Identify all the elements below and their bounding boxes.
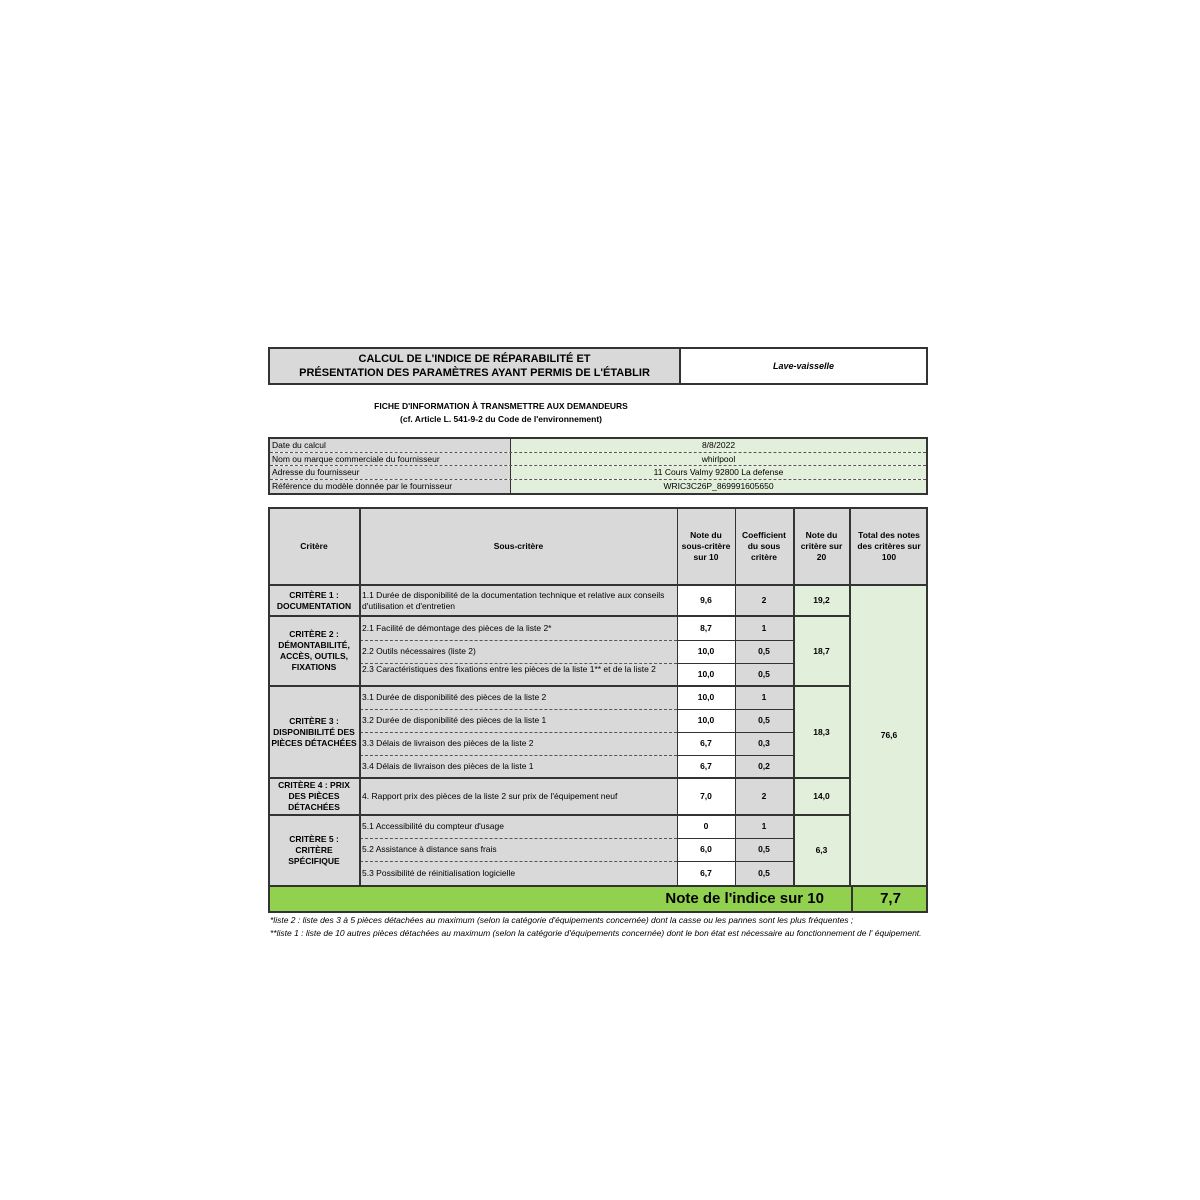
header-coefficient: Coefficient du sous critère: [735, 507, 793, 585]
sub-note: 8,7: [677, 616, 735, 640]
header-note-critere: Note du critère sur 20: [793, 507, 850, 585]
sub-coef: 0,2: [735, 755, 793, 778]
sub-coef: 0,5: [735, 861, 793, 885]
title-line-2: PRÉSENTATION DES PARAMÈTRES AYANT PERMIS DE L'ÉTABLIR: [299, 367, 650, 379]
criterion-2-score: 18,7: [793, 616, 850, 686]
score-grid: [268, 507, 928, 915]
index-score-label: Note de l'indice sur 10: [665, 890, 824, 907]
index-score-bar: [268, 885, 928, 913]
sheet-subtitle: [268, 400, 734, 426]
sub-coef: 0,5: [735, 709, 793, 732]
header-sous-critere: Sous-critère: [360, 507, 677, 585]
sub-coef: 1: [735, 616, 793, 640]
index-score-value: 7,7: [851, 887, 928, 911]
sub-coef: 0,3: [735, 732, 793, 755]
info-value: 8/8/2022: [511, 439, 926, 452]
info-row: [270, 466, 926, 480]
criterion-5-name: CRITÈRE 5 : CRITÈRE SPÉCIFIQUE: [268, 815, 360, 885]
criterion-5-score: 6,3: [793, 815, 850, 885]
sub-criterion-5-2: 5.2 Assistance à distance sans frais: [360, 838, 677, 861]
criterion-4-name: CRITÈRE 4 : PRIX DES PIÈCES DÉTACHÉES: [268, 778, 360, 815]
sub-note: 10,0: [677, 709, 735, 732]
header-critere: Critère: [268, 507, 360, 585]
supplier-info-table: [268, 437, 928, 495]
total-score-100: 76,6: [850, 585, 928, 885]
info-value: whirlpool: [511, 453, 926, 466]
sub-note: 9,6: [677, 585, 735, 616]
sub-coef: 0,5: [735, 640, 793, 663]
sub-criterion-3-2: 3.2 Durée de disponibilité des pièces de la liste 1: [360, 709, 677, 732]
info-value: 11 Cours Valmy 92800 La defense: [511, 466, 926, 479]
sub-note: 10,0: [677, 640, 735, 663]
sub-criterion-3-1: 3.1 Durée de disponibilité des pièces de la liste 2: [360, 686, 677, 709]
sub-note: 10,0: [677, 686, 735, 709]
sub-criterion-5-1: 5.1 Accessibilité du compteur d'usage: [360, 815, 677, 838]
sub-criterion-2-2: 2.2 Outils nécessaires (liste 2): [360, 640, 677, 663]
sub-coef: 1: [735, 686, 793, 709]
sub-note: 6,7: [677, 861, 735, 885]
info-label: Référence du modèle donnée par le fournisseur: [270, 480, 511, 494]
sub-criterion-4: 4. Rapport prix des pièces de la liste 2 sur prix de l'équipement neuf: [360, 778, 677, 815]
footnote-2: **liste 1 : liste de 10 autres pièces détachées au maximum (selon la catégorie d'équipements concernée) dont le bon état est nécessaire au fonctionnement de l' équipement.: [270, 927, 922, 938]
sub-note: 10,0: [677, 663, 735, 686]
sub-criterion-2-3: 2.3 Caractéristiques des fixations entre les pièces de la liste 1** et de la liste 2: [360, 663, 677, 686]
criterion-2-name: CRITÈRE 2 : DÉMONTABILITÉ, ACCÈS, OUTILS, FIXATIONS: [268, 616, 360, 686]
criterion-1-score: 19,2: [793, 585, 850, 616]
sub-coef: 2: [735, 585, 793, 616]
criterion-1-name: CRITÈRE 1 : DOCUMENTATION: [268, 585, 360, 616]
header-total: Total des notes des critères sur 100: [850, 507, 928, 585]
subtitle-line-2: (cf. Article L. 541-9-2 du Code de l'environnement): [400, 414, 602, 424]
sub-criterion-3-4: 3.4 Délais de livraison des pièces de la liste 1: [360, 755, 677, 778]
subtitle-line-1: FICHE D'INFORMATION À TRANSMETTRE AUX DEMANDEURS: [374, 401, 628, 411]
document-title: [270, 349, 681, 383]
sub-criterion-3-3: 3.3 Délais de livraison des pièces de la liste 2: [360, 732, 677, 755]
info-label: Adresse du fournisseur: [270, 466, 511, 479]
info-row: [270, 453, 926, 467]
sub-note: 6,7: [677, 755, 735, 778]
sub-criterion-2-1: 2.1 Facilité de démontage des pièces de la liste 2*: [360, 616, 677, 640]
footnotes: [270, 914, 926, 939]
info-label: Date du calcul: [270, 439, 511, 452]
info-value: WRIC3C26P_869991605650: [511, 480, 926, 494]
criterion-3-name: CRITÈRE 3 : DISPONIBILITÉ DES PIÈCES DÉTACHÉES: [268, 686, 360, 778]
sub-coef: 0,5: [735, 663, 793, 686]
document-header: [268, 347, 928, 385]
criterion-3-score: 18,3: [793, 686, 850, 778]
sub-coef: 1: [735, 815, 793, 838]
title-line-1: CALCUL DE L'INDICE DE RÉPARABILITÉ ET: [358, 353, 591, 365]
footnote-1: *liste 2 : liste des 3 à 5 pièces détachées au maximum (selon la catégorie d'équipements concernée) dont la casse ou les pannes sont les plus fréquentes ;: [270, 915, 854, 925]
sub-note: 6,0: [677, 838, 735, 861]
sub-criterion-5-3: 5.3 Possibilité de réinitialisation logicielle: [360, 861, 677, 885]
criterion-4-score: 14,0: [793, 778, 850, 815]
sub-coef: 0,5: [735, 838, 793, 861]
sub-criterion-1-1: 1.1 Durée de disponibilité de la documentation technique et relative aux conseils d'utilisation et d'entretien: [360, 585, 677, 616]
info-row: [270, 439, 926, 453]
sub-coef: 2: [735, 778, 793, 815]
sub-note: 6,7: [677, 732, 735, 755]
header-note-sous-critere: Note du sous-critère sur 10: [677, 507, 735, 585]
info-row: [270, 480, 926, 494]
sub-note: 0: [677, 815, 735, 838]
product-category: Lave-vaisselle: [772, 361, 835, 371]
info-label: Nom ou marque commerciale du fournisseur: [270, 453, 511, 466]
sub-note: 7,0: [677, 778, 735, 815]
